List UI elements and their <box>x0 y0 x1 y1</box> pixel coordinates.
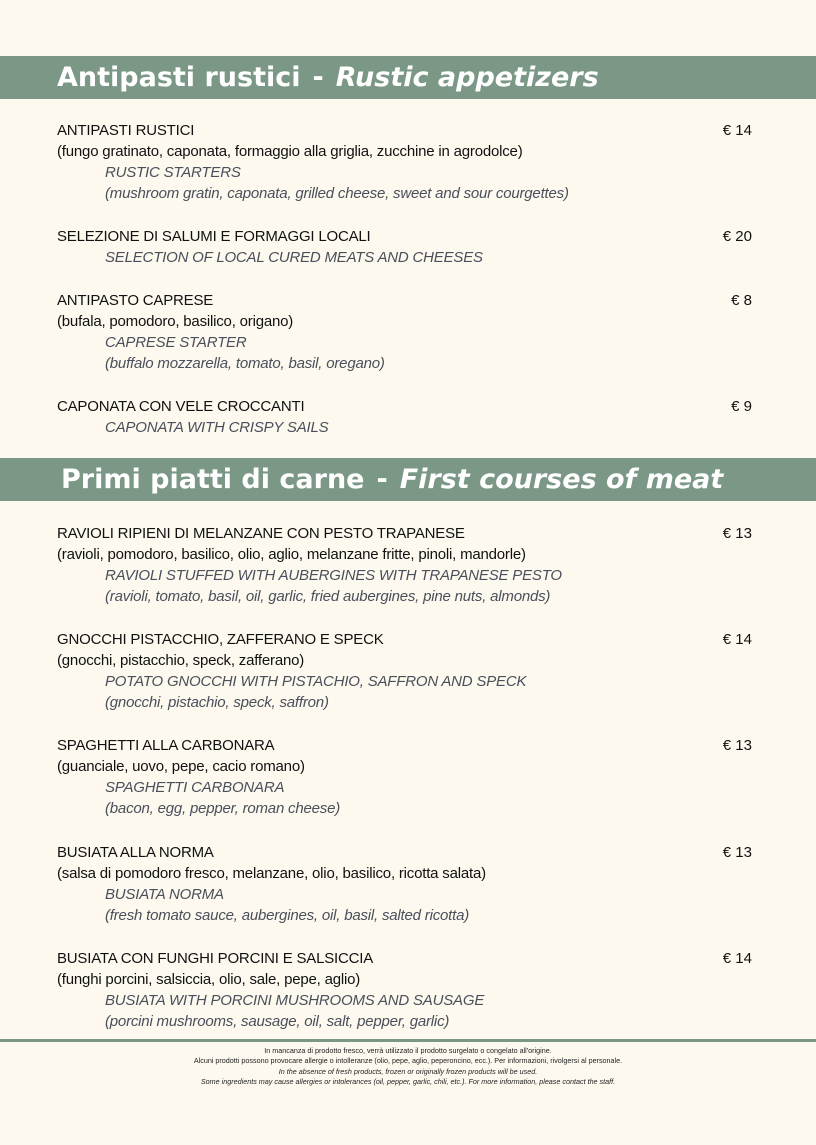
item-name-english: RAVIOLI STUFFED WITH AUBERGINES WITH TRAPANESE PESTO <box>105 567 562 584</box>
section-title-italian: Primi piatti di carne <box>61 464 365 495</box>
item-name: SELEZIONE DI SALUMI E FORMAGGI LOCALI <box>57 228 371 245</box>
item-name-english: BUSIATA NORMA <box>105 886 224 903</box>
item-ingredients-english: (ravioli, tomato, basil, oil, garlic, fried aubergines, pine nuts, almonds) <box>105 588 551 605</box>
item-name-english: POTATO GNOCCHI WITH PISTACHIO, SAFFRON AND SPECK <box>105 673 527 690</box>
section-banner-primi <box>0 458 816 501</box>
item-name: ANTIPASTO CAPRESE <box>57 292 214 309</box>
menu-item <box>57 735 752 819</box>
item-price: € 14 <box>722 950 752 967</box>
item-name: SPAGHETTI ALLA CARBONARA <box>57 737 275 754</box>
menu-item <box>57 629 752 713</box>
item-ingredients: (fungo gratinato, caponata, formaggio alla griglia, zucchine in agrodolce) <box>57 143 523 160</box>
item-name-english: CAPONATA WITH CRISPY SAILS <box>105 419 329 436</box>
menu-item <box>57 226 752 268</box>
item-price: € 13 <box>722 844 752 861</box>
section-title-separator: - <box>376 464 388 495</box>
item-name-english: BUSIATA WITH PORCINI MUSHROOMS AND SAUSAGE <box>105 992 485 1009</box>
menu-item <box>57 290 752 374</box>
item-price: € 8 <box>731 292 752 309</box>
section-title-english: First courses of meat <box>399 464 724 495</box>
section-title-separator: - <box>312 62 324 93</box>
item-name: RAVIOLI RIPIENI DI MELANZANE CON PESTO TRAPANESE <box>57 525 465 542</box>
footer-notes <box>0 1046 816 1087</box>
section-title-english: Rustic appetizers <box>335 62 599 93</box>
menu-item <box>57 948 752 1032</box>
footer-divider <box>0 1039 816 1042</box>
item-ingredients-english: (gnocchi, pistachio, speck, saffron) <box>105 694 329 711</box>
menu-item <box>57 396 752 438</box>
item-name-english: RUSTIC STARTERS <box>105 164 241 181</box>
item-price: € 14 <box>722 122 752 139</box>
item-price: € 14 <box>722 631 752 648</box>
item-name: ANTIPASTI RUSTICI <box>57 122 195 139</box>
item-price: € 9 <box>731 398 752 415</box>
item-ingredients: (funghi porcini, salsiccia, olio, sale, pepe, aglio) <box>57 971 361 988</box>
item-price: € 20 <box>722 228 752 245</box>
section-banner-antipasti <box>0 56 816 99</box>
item-name: BUSIATA ALLA NORMA <box>57 844 214 861</box>
footer-note-italian-2: Alcuni prodotti possono provocare allergie o intolleranze (olio, pepe, aglio, peperoncino, ecc.). Per informazioni, rivolgersi al personale. <box>193 1056 623 1066</box>
menu-item <box>57 120 752 204</box>
item-ingredients: (bufala, pomodoro, basilico, origano) <box>57 313 294 330</box>
item-ingredients-english: (fresh tomato sauce, aubergines, oil, basil, salted ricotta) <box>105 907 470 924</box>
item-ingredients: (salsa di pomodoro fresco, melanzane, olio, basilico, ricotta salata) <box>57 865 486 882</box>
item-ingredients-english: (mushroom gratin, caponata, grilled cheese, sweet and sour courgettes) <box>105 185 569 202</box>
item-name: GNOCCHI PISTACCHIO, ZAFFERANO E SPECK <box>57 631 384 648</box>
item-ingredients: (ravioli, pomodoro, basilico, olio, aglio, melanzane fritte, pinoli, mandorle) <box>57 546 526 563</box>
footer-note-italian-1: In mancanza di prodotto fresco, verrà utilizzato il prodotto surgelato o congelato all'origine. <box>264 1046 552 1055</box>
item-name: CAPONATA CON VELE CROCCANTI <box>57 398 305 415</box>
item-ingredients-english: (buffalo mozzarella, tomato, basil, oregano) <box>105 355 385 372</box>
footer-note-english-2: Some ingredients may cause allergies or intolerances (oil, pepper, garlic, chili, etc.). For more information, please contact the staff. <box>200 1076 616 1086</box>
item-price: € 13 <box>722 525 752 542</box>
item-name-english: CAPRESE STARTER <box>105 334 247 351</box>
menu-item <box>57 842 752 926</box>
item-price: € 13 <box>722 737 752 754</box>
item-ingredients: (guanciale, uovo, pepe, cacio romano) <box>57 758 305 775</box>
item-ingredients-english: (bacon, egg, pepper, roman cheese) <box>105 800 341 817</box>
item-name-english: SELECTION OF LOCAL CURED MEATS AND CHEESES <box>105 249 483 266</box>
section-title-italian: Antipasti rustici <box>57 62 301 93</box>
menu-item <box>57 523 752 607</box>
item-name: BUSIATA CON FUNGHI PORCINI E SALSICCIA <box>57 950 374 967</box>
item-ingredients-english: (porcini mushrooms, sausage, oil, salt, pepper, garlic) <box>105 1013 450 1030</box>
footer-note-english-1: In the absence of fresh products, frozen or originally frozen products will be used. <box>278 1066 538 1076</box>
item-ingredients: (gnocchi, pistacchio, speck, zafferano) <box>57 652 305 669</box>
item-name-english: SPAGHETTI CARBONARA <box>105 779 285 796</box>
